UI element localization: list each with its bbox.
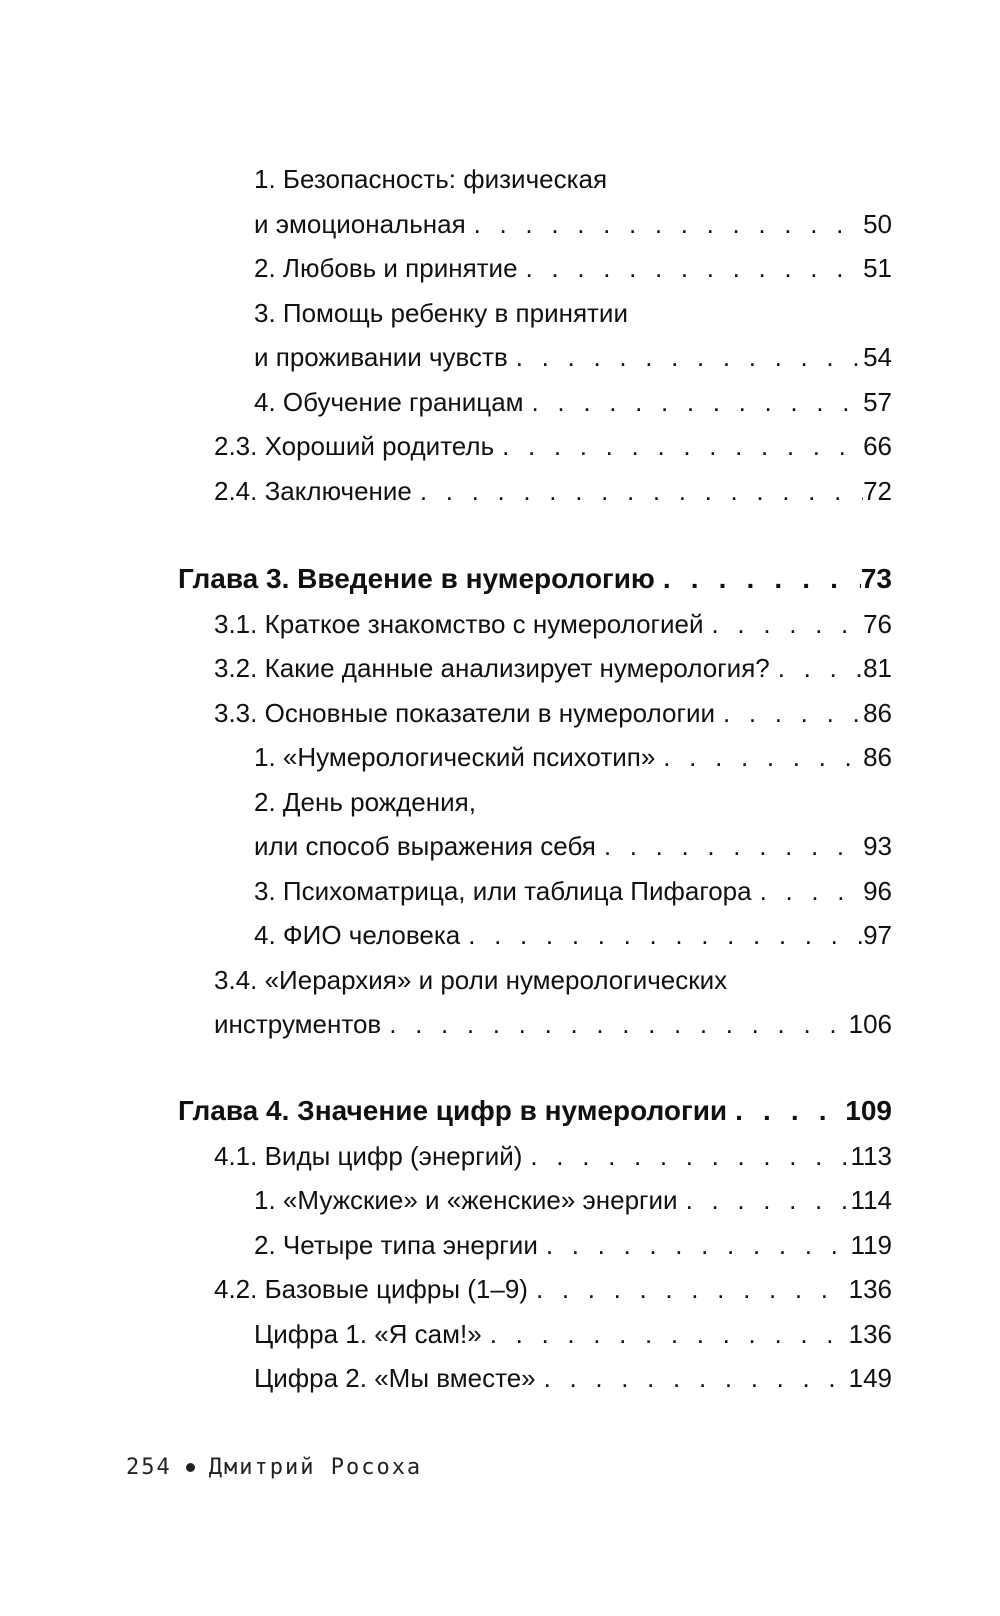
toc-entry-title: 2. Четыре типа энергии: [254, 1230, 538, 1260]
toc-chapter-page: 109: [845, 1095, 892, 1126]
toc-entry-page: 76: [863, 609, 892, 639]
toc-entry-page: 136: [848, 1319, 892, 1349]
toc-entry-page: 51: [863, 253, 892, 283]
toc-entry: [254, 376, 892, 418]
toc-chapter-title: Глава 4. Значение цифр в нумерологии: [178, 1095, 728, 1126]
toc-entry-page: 97: [863, 920, 892, 950]
toc-entry-title: 4. ФИО человека: [254, 920, 461, 950]
dot-leader: [770, 652, 863, 684]
dot-leader: [704, 608, 864, 640]
toc-entry: [254, 287, 892, 329]
toc-chapter-title: Глава 3. Введение в нумерологию: [178, 563, 655, 594]
dot-leader: [524, 386, 864, 418]
toc-chapter: [178, 553, 892, 595]
toc-entry-title: 2.3. Хороший родитель: [214, 431, 495, 461]
toc-entry: [254, 242, 892, 284]
toc-entry-title: 1. Безопасность: физическая: [254, 164, 608, 194]
dot-leader: [596, 830, 863, 862]
toc-entry-title: 4.2. Базовые цифры (1–9): [214, 1274, 528, 1304]
dot-leader: [752, 875, 863, 907]
toc-entry-title: 2. Любовь и принятие: [254, 253, 518, 283]
toc-entry: [214, 998, 892, 1040]
toc-entry: [254, 731, 892, 773]
dot-leader: [381, 1008, 848, 1040]
toc-entry: [254, 1174, 892, 1216]
toc-entry-page: 149: [848, 1363, 892, 1393]
dot-leader: [678, 1184, 851, 1216]
toc-entry: [214, 598, 892, 640]
toc-entry-page: 114: [850, 1185, 892, 1215]
toc-entry-title: 2. День рождения,: [254, 787, 476, 817]
toc-entry-page: 136: [848, 1274, 892, 1304]
toc-entry: [254, 153, 892, 195]
dot-leader: [536, 1362, 849, 1394]
dot-leader: [655, 741, 863, 773]
dot-leader: [528, 1273, 849, 1305]
toc-entry: [214, 1130, 892, 1172]
dot-leader: [518, 252, 864, 284]
dot-leader: [538, 1229, 851, 1261]
toc-entry-title: и эмоциональная: [254, 209, 466, 239]
toc-entry-page: 93: [863, 831, 892, 861]
toc-entry: [214, 465, 892, 507]
toc-entry-page: 72: [863, 476, 892, 506]
dot-leader: [727, 1095, 845, 1127]
dot-leader: [412, 475, 863, 507]
toc-entry: [254, 776, 892, 818]
dot-leader: [522, 1140, 850, 1172]
dot-leader: [508, 341, 863, 373]
toc-entry: [214, 954, 892, 996]
toc-entry: [254, 1352, 892, 1394]
toc-entry-title: Цифра 1. «Я сам!»: [254, 1319, 482, 1349]
toc-entry: [214, 642, 892, 684]
toc-entry-page: 86: [863, 698, 892, 728]
toc-entry: [254, 331, 892, 373]
dot-leader: [460, 919, 863, 951]
toc-entry-title: 4. Обучение границам: [254, 387, 524, 417]
toc-entry-page: 50: [863, 209, 892, 239]
toc-entry: [254, 1219, 892, 1261]
dot-leader: [494, 430, 863, 462]
page-number: 254: [126, 1455, 172, 1480]
toc-entry-title: Цифра 2. «Мы вместе»: [254, 1363, 536, 1393]
page-footer: [126, 1455, 422, 1480]
toc-entry-title: 4.1. Виды цифр (энергий): [214, 1141, 523, 1171]
toc-entry-title: 3.2. Какие данные анализирует нумерология?: [214, 653, 770, 683]
toc-entry-page: 96: [863, 876, 892, 906]
toc-entry-page: 113: [850, 1141, 892, 1171]
toc-entry-title: 1. «Мужские» и «женские» энергии: [254, 1185, 678, 1215]
toc-entry-title: 3.4. «Иерархия» и роли нумерологических: [214, 965, 728, 995]
toc-entry: [214, 687, 892, 729]
author-name: Дмитрий Росоха: [208, 1455, 423, 1480]
toc-entry: [254, 865, 892, 907]
dot-leader: [715, 697, 863, 729]
toc-entry-page: 119: [850, 1230, 892, 1260]
toc-entry-title: 3. Психоматрица, или таблица Пифагора: [254, 876, 752, 906]
toc-entry-page: 54: [863, 342, 892, 372]
toc-chapter-page: 73: [860, 563, 892, 594]
toc-entry: [254, 820, 892, 862]
toc-entry-title: 2.4. Заключение: [214, 476, 412, 506]
toc-entry: [214, 1263, 892, 1305]
toc-entry: [254, 909, 892, 951]
toc-entry-title: 1. «Нумерологический психотип»: [254, 742, 656, 772]
dot-leader: [466, 208, 863, 240]
toc-entry: [254, 1308, 892, 1350]
toc-entry-title: и проживании чувств: [254, 342, 508, 372]
toc-entry-title: 3.1. Краткое знакомство с нумерологией: [214, 609, 704, 639]
toc-entry-page: 57: [863, 387, 892, 417]
bullet-icon: [186, 1463, 195, 1472]
dot-leader: [482, 1318, 849, 1350]
toc-chapter: [178, 1085, 892, 1127]
toc-entry-title: инструментов: [214, 1009, 382, 1039]
toc-entry-page: 106: [848, 1009, 892, 1039]
toc-entry: [214, 420, 892, 462]
toc-entry-page: 66: [863, 431, 892, 461]
dot-leader: [655, 563, 861, 595]
toc-entry-title: 3. Помощь ребенку в принятии: [254, 298, 628, 328]
toc-entry-page: 81: [863, 653, 892, 683]
toc-entry-page: 86: [863, 742, 892, 772]
toc-entry: [254, 198, 892, 240]
toc-entry-title: или способ выражения себя: [254, 831, 596, 861]
toc-entry-title: 3.3. Основные показатели в нумерологии: [214, 698, 716, 728]
